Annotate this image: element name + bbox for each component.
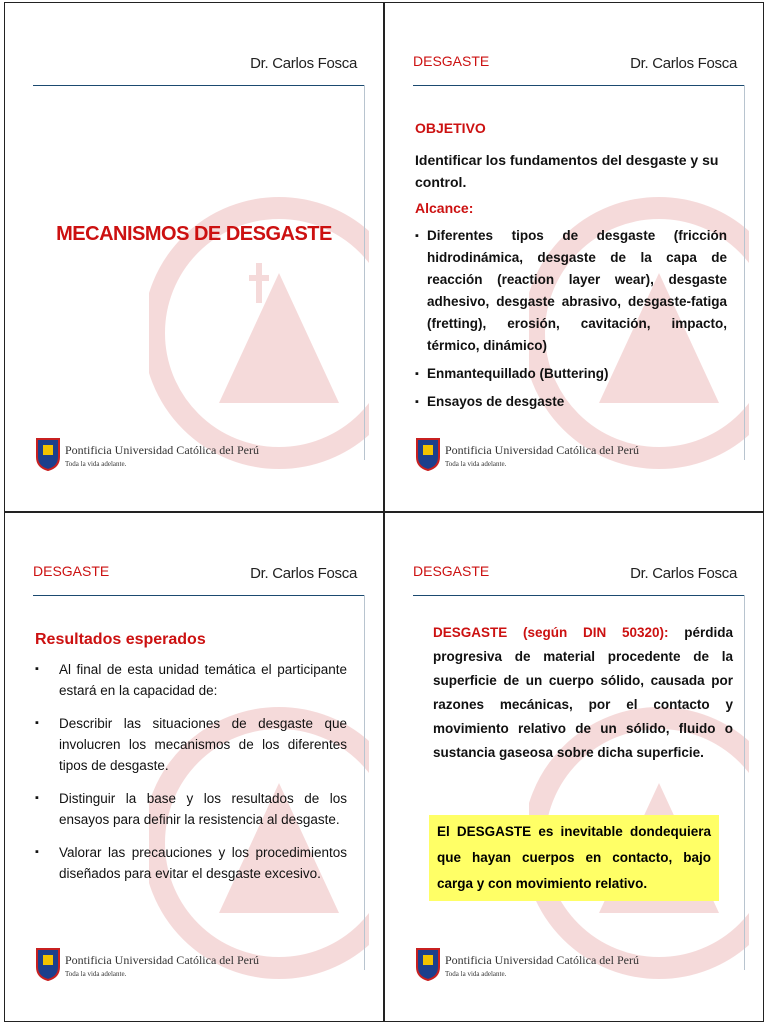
pucp-logo-icon [35,437,61,471]
slide-title: MECANISMOS DE DESGASTE [56,223,332,245]
list-item: ▪ Describir las situaciones de desgaste que involucren los mecanismos de los diferentes tipos de desgaste. [35,713,347,776]
slide-footer [35,945,355,991]
objective-heading: OBJETIVO [415,120,486,136]
list-item: ▪ Distinguir la base y los resultados de los ensayos para definir la resistencia al desgaste. [35,788,347,830]
slide-frame-edge [744,85,745,460]
slide-frame-line [33,85,365,86]
slide-frame-edge [364,595,365,970]
highlight-text: es inevitable dondequiera que hayan cuerpos en contacto, bajo carga y con movimiento relativo. [437,824,711,891]
slide-footer [35,435,355,481]
pucp-logo-icon [35,947,61,981]
slide-frame-line [413,595,745,596]
university-motto: Toda la vida adelante. [65,970,127,978]
slide-content [35,629,347,896]
scope-heading: Alcance: [415,200,474,216]
university-motto: Toda la vida adelante. [445,460,507,468]
slide-4 [399,543,749,998]
results-heading: Resultados esperados [35,631,206,648]
slide-frame-line [413,85,745,86]
section-tag: DESGASTE [413,563,490,579]
slide-cell-3 [4,512,384,1022]
university-motto: Toda la vida adelante. [445,970,507,978]
list-item: ▪ Al final de esta unidad temática el participante estará en la capacidad de: [35,659,347,701]
section-tag: DESGASTE [33,563,110,579]
author-name: Dr. Carlos Fosca [250,565,357,582]
slide-frame-edge [744,595,745,970]
author-name: Dr. Carlos Fosca [250,55,357,72]
slide-3 [19,543,369,998]
list-item: ▪ Diferentes tipos de desgaste (fricción hidrodinámica, desgaste de la capa de reacción (reaction layer wear), desgaste adhesivo, desgaste abrasivo, desgaste-fatiga (fretting), erosión, cavitación, impacto, térmico, dinámico) [415,225,727,357]
author-name: Dr. Carlos Fosca [630,565,737,582]
definition-term: DESGASTE (según DIN 50320): [433,625,669,640]
university-name: Pontificia Universidad Católica del Perú [445,953,639,967]
results-list [35,659,347,884]
highlight-box [429,815,719,901]
slide-footer [415,435,735,481]
slide-frame-line [33,595,365,596]
university-motto: Toda la vida adelante. [65,460,127,468]
slide-cell-2 [384,2,764,512]
list-item: ▪ Valorar las precauciones y los procedimientos diseñados para evitar el desgaste excesivo. [35,842,347,884]
scope-list [415,225,727,413]
author-name: Dr. Carlos Fosca [630,55,737,72]
section-tag: DESGASTE [413,53,490,69]
slide-1 [19,33,369,488]
university-name: Pontificia Universidad Católica del Perú [65,953,259,967]
definition-block [433,621,733,765]
highlight-term: El DESGASTE [437,824,532,839]
slide-footer [415,945,735,991]
list-item: ▪ Enmantequillado (Buttering) [415,363,727,385]
pucp-logo-icon [415,947,441,981]
slide-cell-4 [384,512,764,1022]
pucp-logo-icon [415,437,441,471]
list-item: ▪ Ensayos de desgaste [415,391,727,413]
slide-frame-edge [364,85,365,460]
objective-text: Identificar los fundamentos del desgaste y su control. [415,152,719,190]
university-name: Pontificia Universidad Católica del Perú [65,443,259,457]
slide-2 [399,33,749,488]
university-name: Pontificia Universidad Católica del Perú [445,443,639,457]
definition-text: pérdida progresiva de material procedente de la superficie de un cuerpo sólido, causada por razones mecánicas, por el contacto y movimiento relativo de un sólido, fluido o sustancia gaseosa sobre dicha superficie. [433,625,733,760]
slide-cell-1 [4,2,384,512]
slide-content [415,117,727,419]
